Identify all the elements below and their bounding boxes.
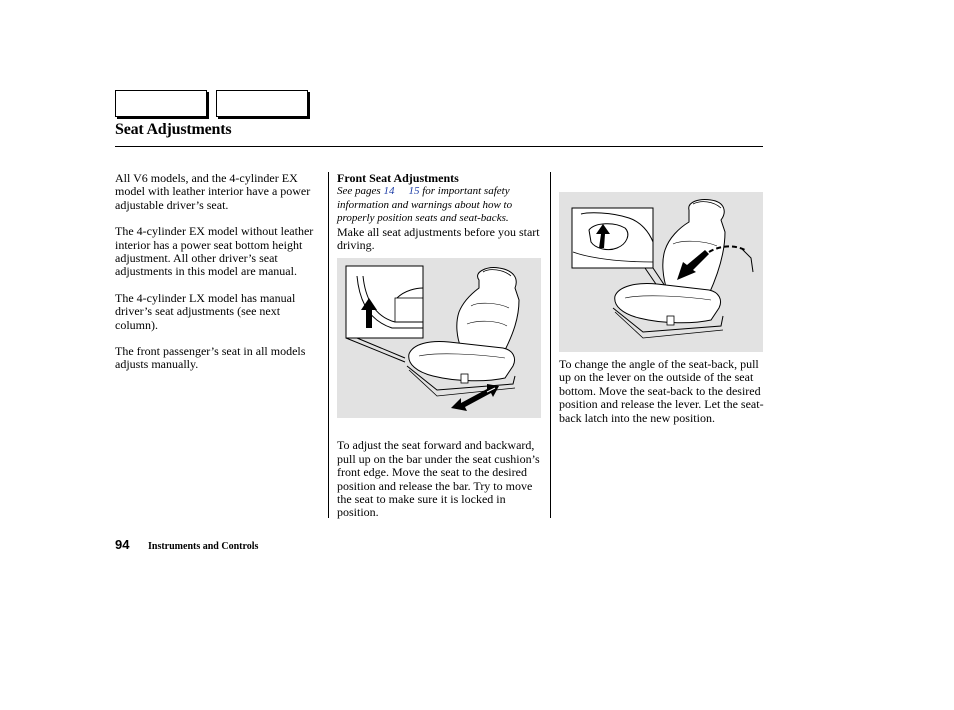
- column-divider-1: [328, 172, 329, 518]
- page-title: Seat Adjustments: [115, 121, 232, 138]
- seatback-recline-figure: [559, 192, 763, 352]
- column-right: [559, 358, 765, 425]
- column-divider-2: [550, 172, 551, 518]
- seat-slide-figure: [337, 258, 541, 418]
- page-number: 94: [115, 537, 130, 552]
- section-label: Instruments and Controls: [148, 541, 259, 552]
- seatback-recline-illustration-icon: [559, 192, 763, 352]
- nav-tab-box-1[interactable]: [115, 90, 207, 117]
- safety-note: [337, 185, 543, 225]
- note-suffix: for important safety information and warnings about how to properly position seats and seat-backs.: [337, 185, 513, 225]
- seat-slide-illustration-icon: [337, 258, 541, 418]
- subheading-front-seat: Front Seat Adjustments: [337, 171, 459, 185]
- paragraph-power-seat: All V6 models, and the 4-cylinder EX model with leather interior have a power adjustable driver’s seat.: [115, 171, 311, 212]
- paragraph-passenger-seat: The front passenger’s seat in all models adjusts manually.: [115, 344, 306, 372]
- paragraph-lx-manual: The 4-cylinder LX model has manual driver’s seat adjustments (see next column).: [115, 290, 296, 332]
- column-left: [115, 172, 321, 385]
- nav-tab-box-2[interactable]: [216, 90, 308, 117]
- paragraph-ex-without-leather: The 4-cylinder EX model without leather interior has a power seat bottom height adjustment. All other driver’s seat adjustments in this model are manual.: [115, 224, 314, 279]
- note-prefix: See pages: [337, 185, 381, 198]
- recline-instructions: To change the angle of the seat-back, pull up on the lever on the outside of the seat bottom. Move the seat-back to the desired position and release the lever. Let the seat-back latch into the new position.: [559, 357, 764, 425]
- page-link-15[interactable]: 15: [408, 185, 420, 198]
- title-divider: [115, 146, 763, 147]
- slide-instructions: To adjust the seat forward and backward, pull up on the bar under the seat cushion’s front edge. Move the seat to the desired position and release the bar. Try to move the seat to make sure it is locked in position.: [337, 438, 540, 520]
- page-link-14[interactable]: 14: [383, 185, 395, 198]
- intro-text: Make all seat adjustments before you start driving.: [337, 224, 540, 253]
